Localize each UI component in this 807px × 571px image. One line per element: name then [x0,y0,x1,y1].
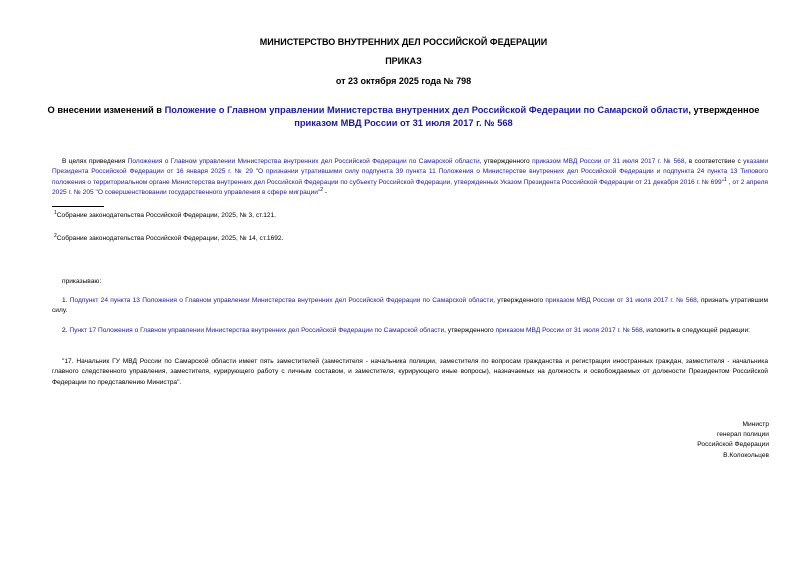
item1-link-subclause[interactable]: Подпункт 24 пункта 13 Положения о Главном управлении Министерства внутренних дел Российской Федерации по Самарской области [69,297,494,304]
footnote-ref-1[interactable]: 1 [724,176,727,183]
signature-name: В.Колокольцев [723,451,769,459]
footnote-ref-2[interactable]: 2 [320,187,324,194]
signature-rank: генерал полиции [716,431,769,439]
preamble-text: , утвержденного [479,158,533,165]
preamble-text: , в соответствие с [684,158,744,165]
item-number: 2. [62,327,70,334]
signature-position: Министр [742,421,769,428]
item2-link-clause[interactable]: Пункт 17 Положения о Главном управлении Министерства внутренних дел Российской Федерации по Самарской области [69,327,445,334]
preamble-text: - [323,189,328,197]
item-text: , утвержденного [444,327,496,334]
footnote-text: Собрание законодательства Российской Федерации, 2025, № 3, ст.121. [56,212,277,219]
signature-country: Российской Федерации [697,441,769,449]
footnote-mark: 1 [54,209,57,216]
item-text: , признать утратившим силу. [52,297,769,315]
preamble-text: В целях приведения [62,158,128,165]
preamble-link-decree-205[interactable]: от 2 апреля 2025 г. № 205 "О совершенствовании государственного управления в сфере миграции" [52,178,768,197]
document-type: ПРИКАЗ [385,56,422,66]
document-date-number: от 23 октября 2025 года № 798 [335,76,472,86]
footnote-mark: 2 [54,232,57,239]
signature-block [569,420,769,461]
item1-link-order[interactable]: приказом МВД России от 31 июля 2017 г. № 568 [545,297,697,304]
title-text: О внесении изменений в [47,105,165,115]
preamble-link-order[interactable]: приказом МВД России от 31 июля 2017 г. № 568 [532,158,685,165]
order-item-2 [52,326,768,336]
footnote-divider [52,206,104,207]
footnote-1 [54,211,276,221]
title-text: , утвержденное [688,105,760,115]
item-number: 1. [62,297,70,304]
preamble-text: , [726,178,733,186]
document-title [40,104,767,130]
ministry-heading: МИНИСТЕРСТВО ВНУТРЕННИХ ДЕЛ РОССИЙСКОЙ ФЕДЕРАЦИИ [259,37,548,47]
item2-link-order[interactable]: приказом МВД России от 31 июля 2017 г. № 568 [495,327,643,334]
quoted-new-clause: "17. Начальник ГУ МВД России по Самарской области имеет пять заместителей (заместителя - начальника полиции, заместителя по вопросам гражданства и регистрации иностранных граждан, заместителя - начальника главного следственного управления, заместителя, курирующего работу с личным составом, и заместителя, курирующего иные вопросы), назначаемых на должность и освобождаемых от должности Президентом Российской Федерации по представлению Министра". [52,358,768,386]
preamble-link-regulation[interactable]: Положения о Главном управлении Министерства внутренних дел Российской Федерации по Самарской области [127,158,480,165]
title-link-regulation[interactable]: Положение о Главном управлении Министерства внутренних дел Российской Федерации по Самарской области [164,105,689,115]
title-link-order[interactable]: приказом МВД России от 31 июля 2017 г. № 568 [294,118,513,128]
preamble-link-decree-29[interactable]: указами Президента Российской Федерации от 16 января 2025 г. № 29 "О признании утратившими силу подпункта 39 пункта 11 Положения о Министерстве внутренних дел Российской Федерации и подпункта 24 пункта 13 Типового положения о территориальном органе Министерства внутренних дел Российской Федерации по субъекту Российской Федерации, утвержденных Указом Президента Российской Федерации от 21 декабря 2016 г. № 699" [52,158,768,186]
order-item-1 [52,296,768,317]
footnote-2 [54,234,283,244]
item-text: , утвержденного [493,297,546,304]
item-text: , изложить в следующей редакции: [642,327,751,334]
preamble-paragraph [52,157,768,199]
footnote-text: Собрание законодательства Российской Федерации, 2025, № 14, ст.1692. [56,235,284,242]
order-word: приказываю: [62,278,102,285]
